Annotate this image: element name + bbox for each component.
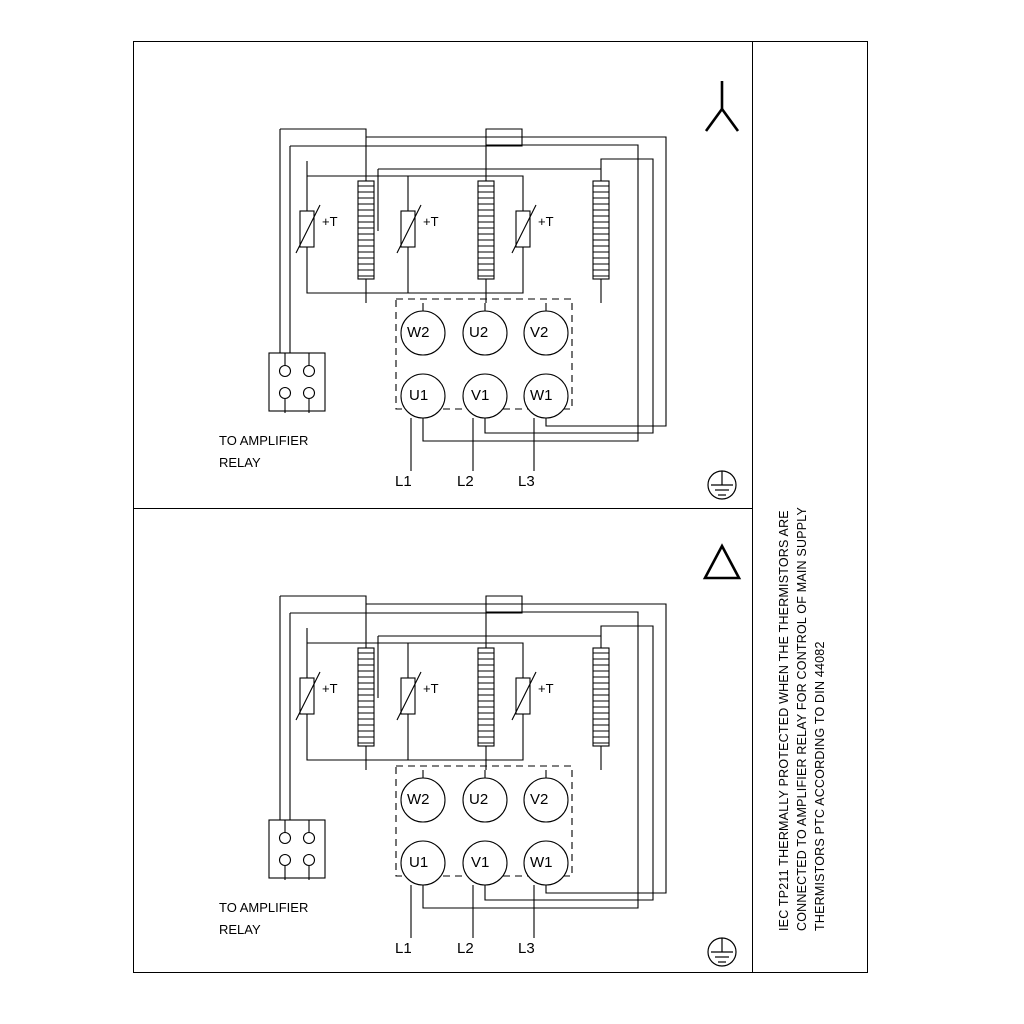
amplifier-terminal-block — [269, 353, 325, 413]
terminal-label-v2: V2 — [530, 791, 549, 808]
thermistor-1 — [296, 660, 320, 736]
panel-delta-connection — [133, 508, 752, 975]
note-line-3: THERMISTORS PTC ACCORDING TO DIN 44082 — [813, 641, 827, 931]
supply-label-l1: L1 — [395, 940, 412, 957]
thermistor-label-1: +T — [322, 681, 338, 696]
amplifier-relay-label-line2: RELAY — [219, 455, 261, 470]
supply-label-l3: L3 — [518, 473, 535, 490]
thermistor-2 — [397, 660, 421, 736]
thermistor-label-3: +T — [538, 214, 554, 229]
winding-coil-3 — [593, 636, 609, 770]
earth-icon — [708, 471, 736, 499]
note-line-1: IEC TP211 THERMALLY PROTECTED WHEN THE THERMISTORS ARE — [777, 510, 791, 931]
terminal-label-u2: U2 — [469, 324, 489, 341]
thermistor-1 — [296, 193, 320, 269]
terminal-label-w2: W2 — [407, 791, 430, 808]
terminal-label-u1: U1 — [409, 854, 429, 871]
note-line-2: CONNECTED TO AMPLIFIER RELAY FOR CONTROL OF MAIN SUPPLY — [795, 506, 809, 931]
amplifier-relay-label-line1: TO AMPLIFIER — [219, 433, 309, 448]
thermistor-label-2: +T — [423, 214, 439, 229]
delta-symbol — [705, 546, 739, 578]
winding-coil-3 — [593, 169, 609, 303]
supply-label-l2: L2 — [457, 940, 474, 957]
star-symbol — [706, 81, 738, 131]
winding-coil-2 — [478, 151, 494, 303]
winding-coil-1 — [358, 161, 374, 303]
supply-label-l3: L3 — [518, 940, 535, 957]
terminal-label-u2: U2 — [469, 791, 489, 808]
thermistor-2 — [397, 193, 421, 269]
terminal-label-v2: V2 — [530, 324, 549, 341]
amplifier-terminal-block — [269, 820, 325, 880]
terminal-label-v1: V1 — [471, 387, 490, 404]
amplifier-relay-label-line1: TO AMPLIFIER — [219, 900, 309, 915]
winding-coil-1 — [358, 628, 374, 770]
note-column — [752, 41, 868, 973]
supply-label-l2: L2 — [457, 473, 474, 490]
winding-coil-2 — [478, 618, 494, 770]
terminal-label-w1: W1 — [530, 387, 553, 404]
thermistor-3 — [512, 193, 536, 269]
thermistor-label-3: +T — [538, 681, 554, 696]
terminal-label-v1: V1 — [471, 854, 490, 871]
terminal-label-w1: W1 — [530, 854, 553, 871]
earth-icon — [708, 938, 736, 966]
terminal-label-u1: U1 — [409, 387, 429, 404]
thermistor-label-2: +T — [423, 681, 439, 696]
supply-label-l1: L1 — [395, 473, 412, 490]
amplifier-relay-label-line2: RELAY — [219, 922, 261, 937]
terminal-label-w2: W2 — [407, 324, 430, 341]
thermistor-3 — [512, 660, 536, 736]
panel-star-connection — [133, 41, 752, 508]
thermistor-label-1: +T — [322, 214, 338, 229]
